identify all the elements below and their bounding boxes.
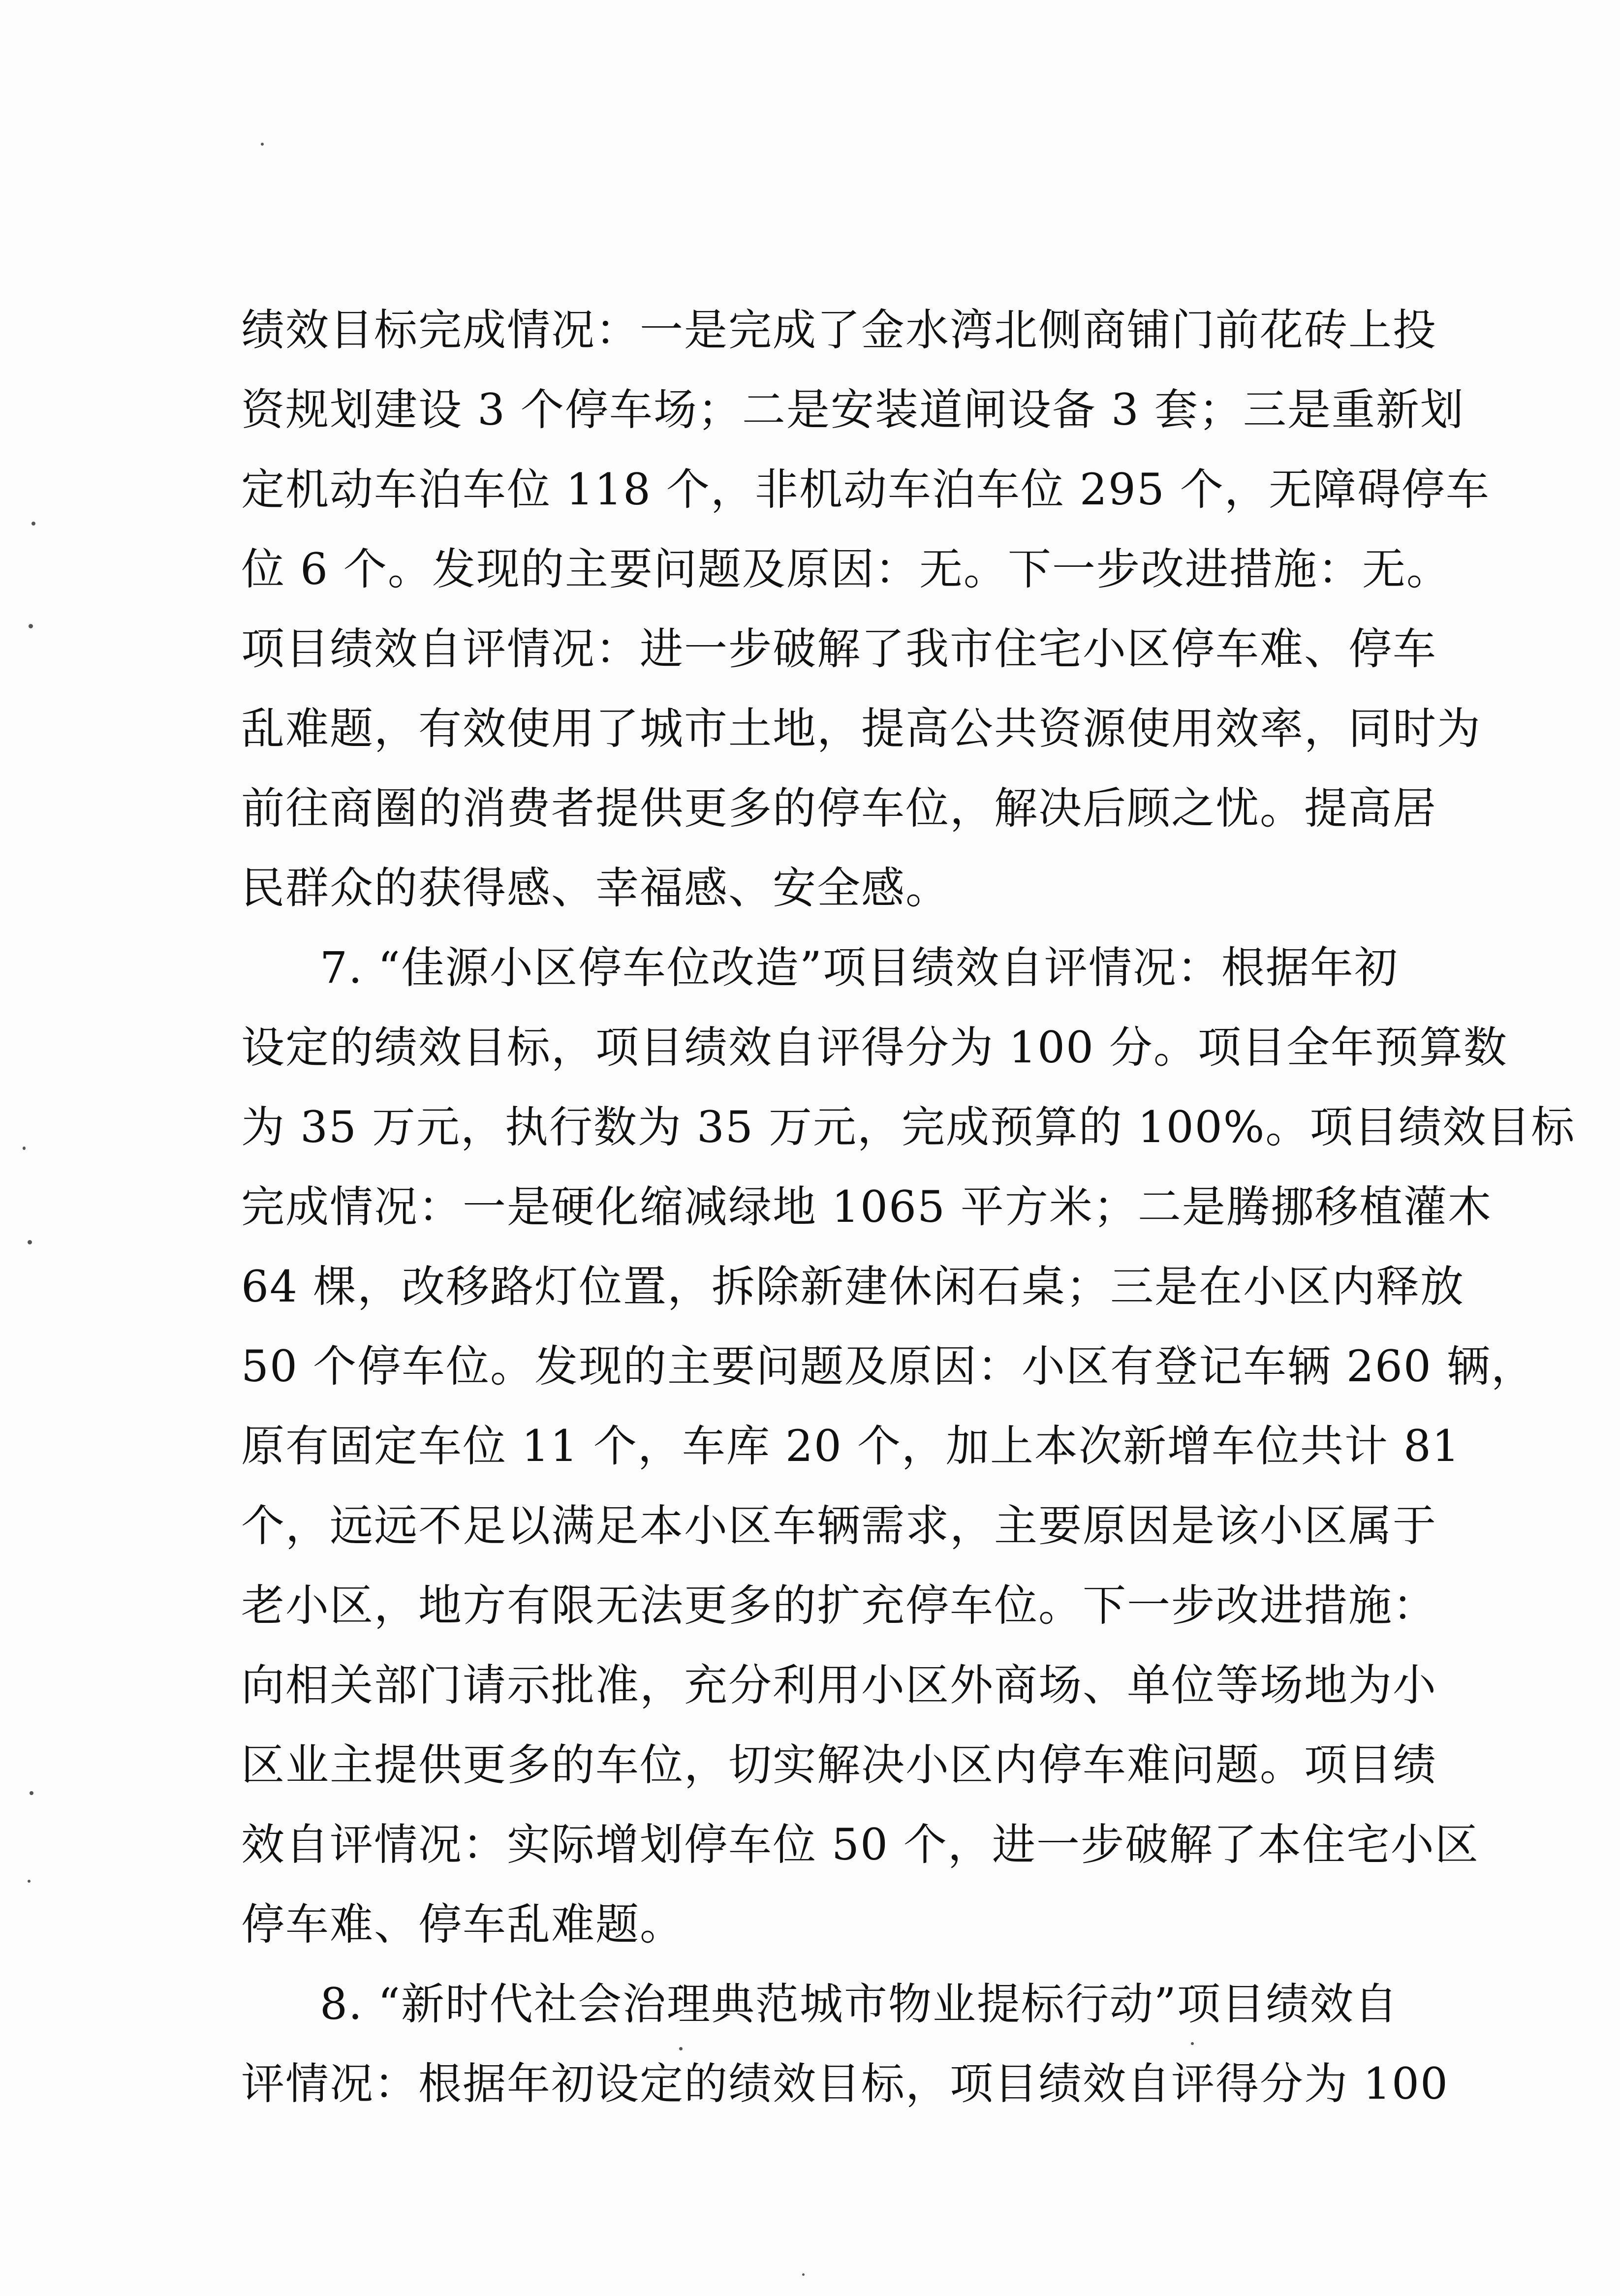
scan-speck: [31, 522, 35, 526]
text-line: 评情况：根据年初设定的绩效目标，项目绩效自评得分为 100: [241, 2058, 1449, 2109]
text-line: 个，远远不足以满足本小区车辆需求，主要原因是该小区属于: [241, 1500, 1437, 1551]
text-line: 50 个停车位。发现的主要问题及原因：小区有登记车辆 260 辆，: [241, 1341, 1535, 1392]
text-line: 停车难、停车乱难题。: [241, 1899, 685, 1950]
text-line: 效自评情况：实际增划停车位 50 个，进一步破解了本住宅小区: [241, 1819, 1479, 1870]
scan-speck: [802, 2273, 805, 2276]
text-line: 老小区，地方有限无法更多的扩充停车位。下一步改进措施：: [241, 1580, 1437, 1631]
text-line: 项目绩效自评情况：进一步破解了我市住宅小区停车难、停车: [241, 623, 1437, 674]
scan-speck: [30, 1791, 33, 1795]
text-line: 前往商圈的消费者提供更多的停车位，解决后顾之忧。提高居: [241, 783, 1437, 834]
scan-speck: [29, 624, 33, 628]
scan-speck: [261, 143, 264, 146]
text-line: 民群众的获得感、幸福感、安全感。: [241, 863, 950, 913]
scan-speck: [28, 1880, 31, 1883]
body-text: [241, 290, 1576, 2124]
text-line: 区业主提供更多的车位，切实解决小区内停车难问题。项目绩: [241, 1739, 1437, 1790]
text-line: 乱难题，有效使用了城市土地，提高公共资源使用效率，同时为: [241, 703, 1482, 754]
text-line: 为 35 万元，执行数为 35 万元，完成预算的 100%。项目绩效目标: [241, 1102, 1576, 1152]
text-line: 64 棵，改移路灯位置，拆除新建休闲石桌；三是在小区内释放: [241, 1261, 1464, 1312]
text-line: 设定的绩效目标，项目绩效自评得分为 100 分。项目全年预算数: [241, 1022, 1508, 1073]
scan-speck: [28, 1240, 32, 1244]
text-line: 原有固定车位 11 个，车库 20 个，加上本次新增车位共计 81: [241, 1421, 1461, 1471]
text-line: 向相关部门请示批准，充分利用小区外商场、单位等场地为小: [241, 1660, 1437, 1710]
text-line: 定机动车泊车位 118 个，非机动车泊车位 295 个，无障碍停车: [241, 464, 1490, 515]
text-line: 位 6 个。发现的主要问题及原因：无。下一步改进措施：无。: [241, 544, 1451, 594]
text-line: 完成情况：一是硬化缩减绿地 1065 平方米；二是腾挪移植灌木: [241, 1181, 1492, 1232]
paragraph-heading-7: 7. “佳源小区停车位改造”项目绩效自评情况：根据年初: [320, 942, 1399, 993]
scan-speck: [23, 1147, 26, 1150]
text-line: 资规划建设 3 个停车场；二是安装道闸设备 3 套；三是重新划: [241, 384, 1464, 435]
paragraph-heading-8: 8. “新时代社会治理典范城市物业提标行动”项目绩效自: [320, 1979, 1399, 2029]
text-line: 绩效目标完成情况：一是完成了金水湾北侧商铺门前花砖上投: [241, 305, 1437, 355]
